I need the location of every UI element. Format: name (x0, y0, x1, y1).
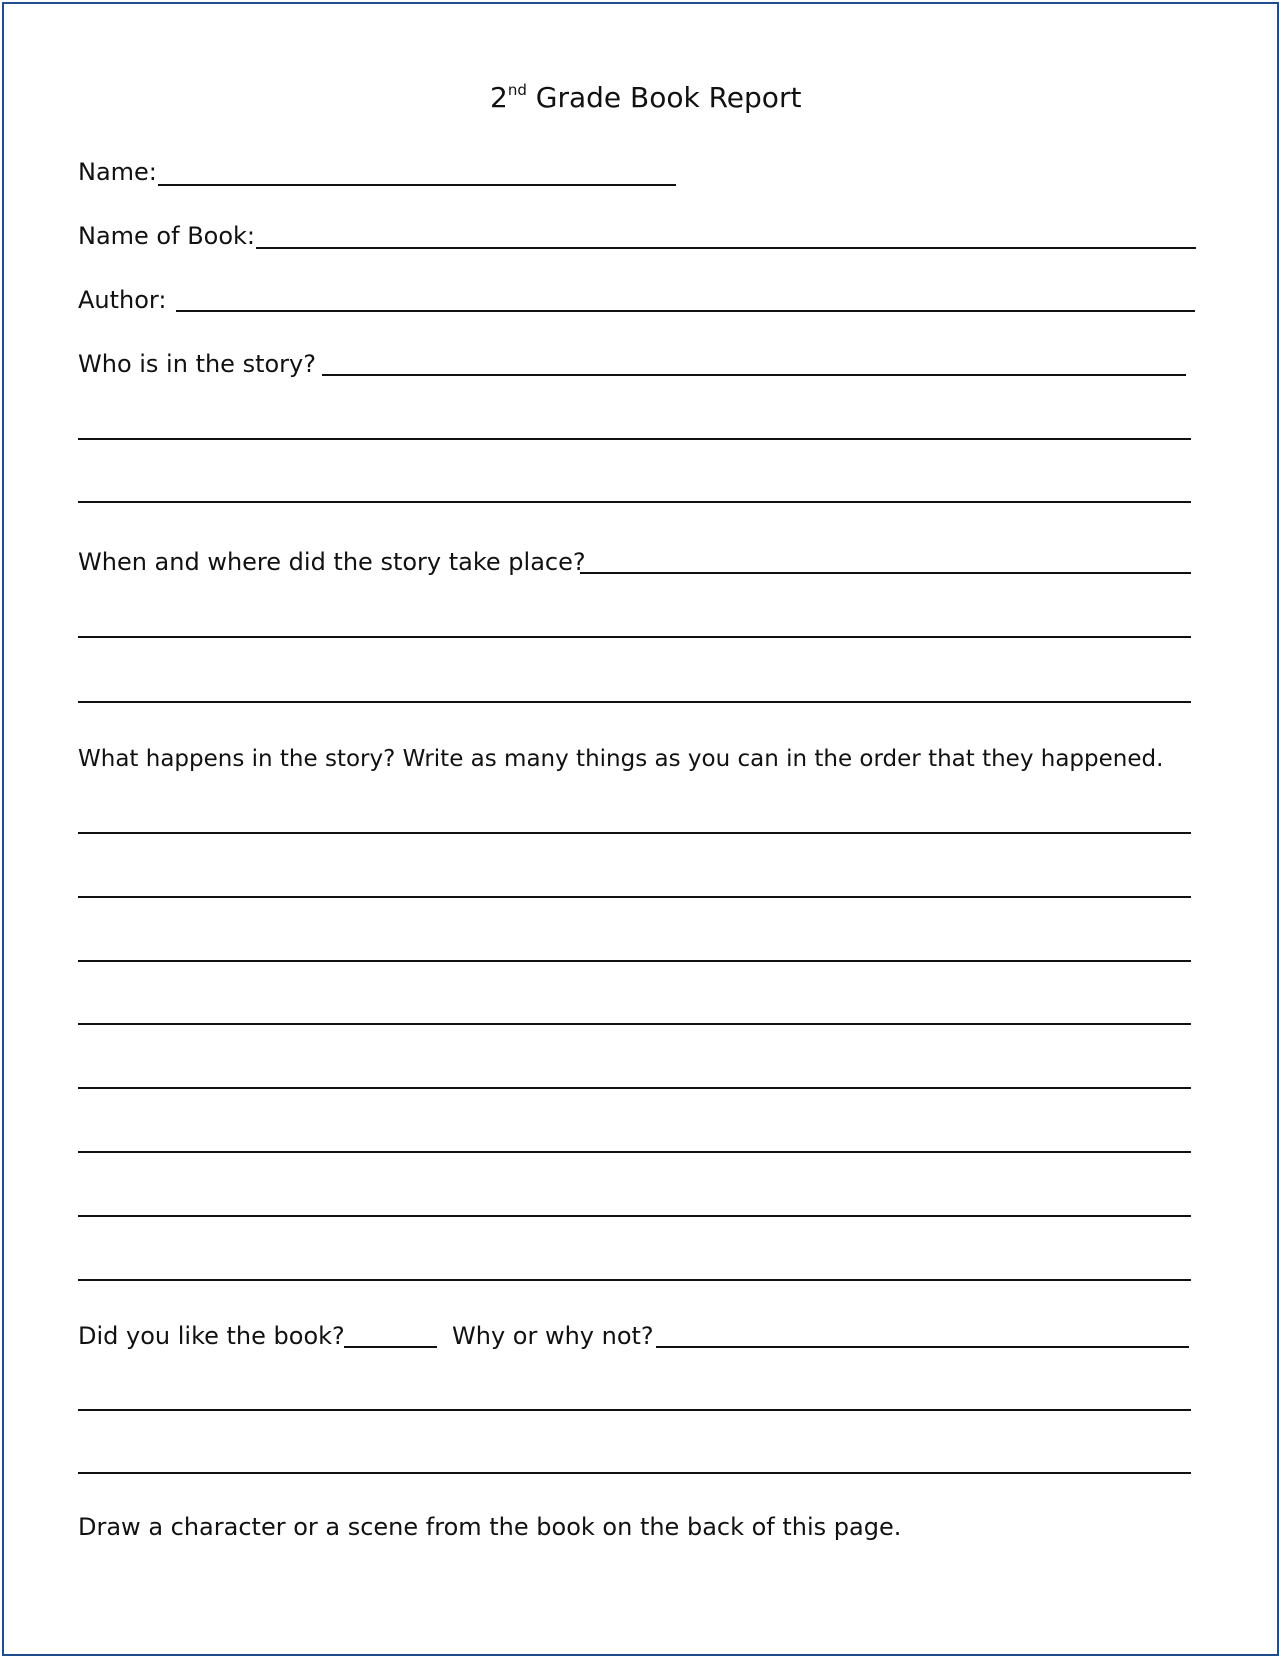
when-where-line[interactable] (78, 701, 1191, 703)
title-prefix: 2 (490, 81, 508, 114)
name-label: Name: (78, 158, 157, 186)
what-happens-line[interactable] (78, 960, 1191, 962)
book-blank[interactable] (256, 247, 1196, 249)
book-label: Name of Book: (78, 222, 256, 250)
name-blank[interactable] (158, 184, 676, 186)
why-line[interactable] (78, 1409, 1191, 1411)
what-happens-line[interactable] (78, 1215, 1191, 1217)
who-blank[interactable] (322, 374, 1186, 376)
when-where-blank[interactable] (580, 572, 1191, 574)
when-where-label: When and where did the story take place? (78, 548, 586, 576)
who-label: Who is in the story? (78, 350, 316, 378)
when-where-line[interactable] (78, 636, 1191, 638)
like-blank[interactable] (344, 1346, 437, 1348)
like-label: Did you like the book? (78, 1322, 345, 1350)
what-happens-line[interactable] (78, 1023, 1191, 1025)
what-happens-line[interactable] (78, 896, 1191, 898)
author-label: Author: (78, 286, 167, 314)
title-superscript: nd (507, 80, 527, 99)
what-happens-line[interactable] (78, 832, 1191, 834)
page-border (2, 2, 1279, 1656)
who-line[interactable] (78, 501, 1191, 503)
why-blank[interactable] (656, 1346, 1189, 1348)
title-rest: Grade Book Report (526, 81, 802, 114)
who-line[interactable] (78, 438, 1191, 440)
what-happens-line[interactable] (78, 1087, 1191, 1089)
why-label: Why or why not? (452, 1322, 654, 1350)
draw-instruction: Draw a character or a scene from the book on the back of this page. (78, 1513, 902, 1541)
why-line[interactable] (78, 1472, 1191, 1474)
what-happens-line[interactable] (78, 1151, 1191, 1153)
what-happens-label: What happens in the story? Write as many things as you can in the order that they happened. (78, 746, 1164, 772)
author-blank[interactable] (176, 310, 1195, 312)
page-title (490, 80, 802, 114)
what-happens-line[interactable] (78, 1279, 1191, 1281)
